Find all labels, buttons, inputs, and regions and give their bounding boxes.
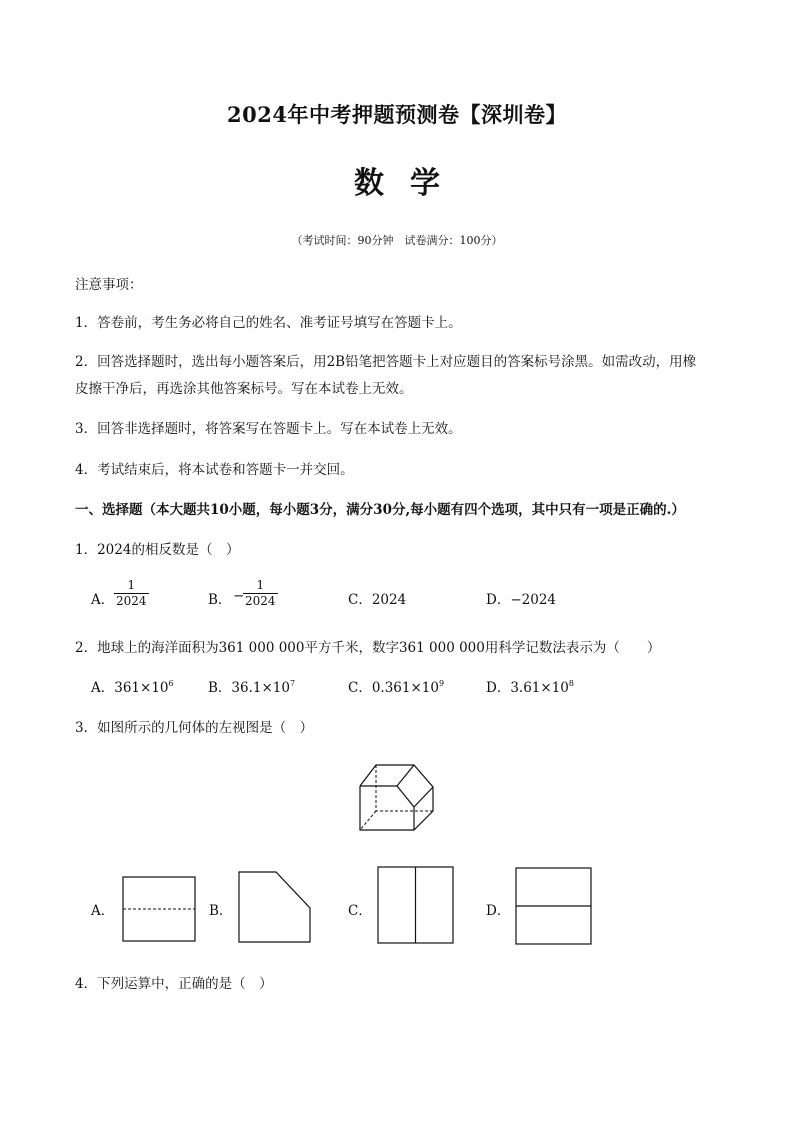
q3-option-d-figure xyxy=(515,867,592,945)
notice-item-2-line-2: 皮擦干净后，再选涂其他答案标号。写在本试卷上无效。 xyxy=(75,381,413,397)
q2-option-b xyxy=(208,676,295,696)
q2-option-b-exponent: 7 xyxy=(289,679,296,688)
q2-option-d-exponent: 8 xyxy=(568,679,574,688)
q1-option-a-fraction xyxy=(114,578,149,609)
q3-option-b-label: B． xyxy=(209,903,233,919)
paper-title: 2024年中考押题预测卷【深圳卷】 xyxy=(227,102,567,127)
q1-option-b-denominator: 2024 xyxy=(245,594,276,608)
question-3-stem: 3．如图所示的几何体的左视图是（ ） xyxy=(75,720,314,736)
subject-title: 数学 xyxy=(354,166,466,201)
q3-option-b-figure xyxy=(238,871,312,943)
q3-option-a-label: A． xyxy=(91,903,115,919)
q2-option-a-exponent: 6 xyxy=(168,679,174,688)
q1-option-a-label: A． xyxy=(91,592,115,608)
q2-option-d xyxy=(486,676,574,696)
q1-option-c: C．2024 xyxy=(348,592,407,608)
exam-info: （考试时间：90分钟 试卷满分：100分） xyxy=(291,234,503,247)
q1-option-a-denominator: 2024 xyxy=(116,594,147,608)
notice-item-1: 1．答卷前，考生务必将自己的姓名、准考证号填写在答题卡上。 xyxy=(75,315,462,331)
q3-option-a-figure xyxy=(122,876,196,942)
section-1-heading: 一、选择题（本大题共10小题，每小题3分，满分30分,每小题有四个选项，其中只有一项是正确的.） xyxy=(75,502,685,518)
q2-option-c-base: C．0.361×10 xyxy=(348,680,439,696)
notice-item-2-line-1: 2．回答选择题时，选出每小题答案后，用2B铅笔把答题卡上对应题目的答案标号涂黑。如需改动，用橡 xyxy=(75,354,697,370)
q3-solid-figure xyxy=(355,760,440,835)
q3-option-d-label: D． xyxy=(486,903,511,919)
q3-option-c-label: C． xyxy=(348,903,372,919)
q1-option-b-label: B． xyxy=(208,592,232,608)
q2-option-c xyxy=(348,676,444,696)
q1-option-d: D．−2024 xyxy=(486,592,556,608)
q1-option-b-sign: − xyxy=(233,588,245,604)
notice-item-4: 4．考试结束后，将本试卷和答题卡一并交回。 xyxy=(75,462,354,478)
q1-option-b-numerator: 1 xyxy=(256,578,265,592)
q2-option-c-exponent: 9 xyxy=(438,679,445,688)
notice-item-3: 3．回答非选择题时，将答案写在答题卡上。写在本试卷上无效。 xyxy=(75,421,462,437)
question-2-stem: 2．地球上的海洋面积为361 000 000平方千米，数字361 000 000用科学记数法表示为（ ） xyxy=(75,640,661,656)
q1-option-b-fraction xyxy=(243,578,278,609)
q2-option-a-base: A．361×10 xyxy=(91,680,169,696)
q3-option-c-figure xyxy=(377,866,454,944)
notice-heading: 注意事项： xyxy=(75,277,143,293)
q1-option-a-numerator: 1 xyxy=(127,578,136,592)
q2-option-b-base: B．36.1×10 xyxy=(208,680,290,696)
question-4-stem: 4．下列运算中，正确的是（ ） xyxy=(75,976,273,992)
q2-option-d-base: D．3.61×10 xyxy=(486,680,569,696)
question-1-stem: 1．2024的相反数是（ ） xyxy=(75,542,240,558)
q2-option-a xyxy=(91,676,174,696)
